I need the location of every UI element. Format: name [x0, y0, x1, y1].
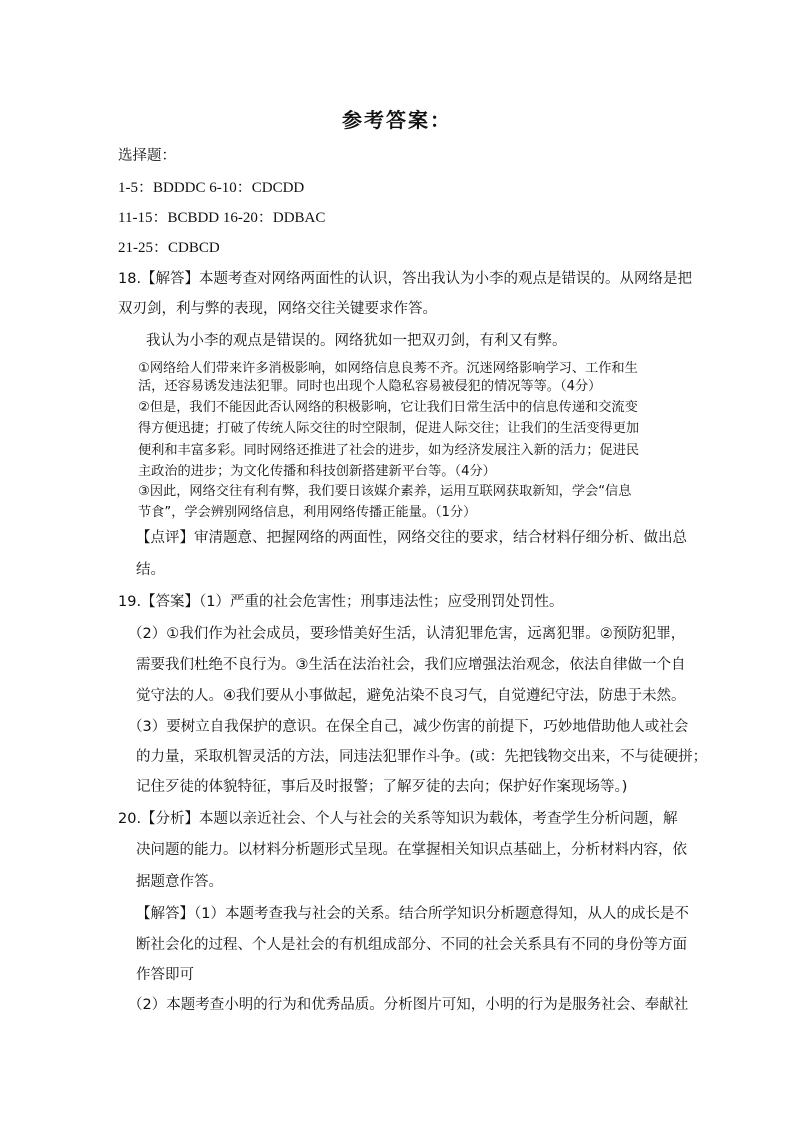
answer-line-1: 1-5：BDDDC 6-10：CDCDD: [118, 180, 305, 196]
q18-point-3-line-2: 节食”，学会辨别网络信息，利用网络传播正能量。（1分）: [138, 505, 477, 520]
q18-point-1-line-2: 活，还容易诱发违法犯罪。同时也出现个人隐私容易被侵犯的情况等等。（4分）: [138, 379, 602, 394]
q18-intro-line-2: 双刃剑，利与弊的表现，网络交往关键要求作答。: [118, 301, 437, 317]
q18-point-3-line-1: ③因此，网络交往有利有弊，我们要日该媒介素养，运用互联网获取新知，学会“信息: [138, 484, 632, 499]
q19-line-7: 记住歹徒的体貌特征，事后及时报警；了解歹徒的去向；保护好作案现场等。): [136, 779, 628, 795]
q20-line-1: 20.【分析】本题以亲近社会、个人与社会的关系等知识为载体，考查学生分析问题，解: [118, 811, 678, 827]
q18-point-2-line-3: 便利和丰富多彩。同时网络还推进了社会的进步，如为经济发展注入新的活力；促进民: [138, 443, 640, 458]
q19-line-3: 需要我们杜绝不良行为。③生活在法治社会，我们应增强法治观念，依法自律做一个自: [136, 657, 686, 673]
page-title: 参考答案：: [342, 108, 452, 132]
q20-line-3: 据题意作答。: [136, 874, 223, 890]
q18-point-1-line-1: ①网络给人们带来许多消极影响，如网络信息良莠不齐。沉迷网络影响学习、工作和生: [138, 361, 638, 376]
q19-line-2: （2）①我们作为社会成员，要珍惜美好生活，认清犯罪危害，远离犯罪。②预防犯罪，: [128, 626, 686, 642]
q20-line-4: 【解答】（1）本题考查我与社会的关系。结合所学知识分析题意得知，从人的成长是不: [136, 906, 689, 922]
q20-line-5: 断社会化的过程、个人是社会的有机组成部分、不同的社会关系具有不同的身份等方面: [136, 937, 687, 953]
section-label: 选择题：: [118, 148, 176, 164]
q18-point-2-line-4: 主政治的进步；为文化传播和科技创新搭建新平台等。（4分）: [138, 464, 496, 479]
q19-line-6: 的力量，采取机智灵活的方法，同违法犯罪作斗争。(或：先把钱物交出来，不与徒硬拼；: [136, 749, 708, 765]
q20-line-2: 决问题的能力。以材料分析题形式呈现。在掌握相关知识点基础上，分析材料内容，依: [136, 842, 687, 858]
q18-comment-line-1: 【点评】审清题意、把握网络的两面性，网络交往的要求，结合材料仔细分析、做出总: [136, 530, 687, 546]
answer-line-2: 11-15：BCBDD 16-20：DDBAC: [118, 210, 326, 226]
q18-intro-line-1: 18.【解答】本题考查对网络两面性的认识，答出我认为小李的观点是错误的。从网络是把: [118, 271, 693, 287]
q19-line-1: 19.【答案】（1）严重的社会危害性；刑事违法性；应受刑罚处罚性。: [118, 594, 564, 610]
q18-thesis: 我认为小李的观点是错误的。网络犹如一把双刃剑，有利又有弊。: [146, 333, 567, 349]
q20-line-6: 作答即可: [136, 967, 194, 983]
q19-line-5: （3）要树立自我保护的意识。在保全自己，减少伤害的前提下，巧妙地借助他人或社会: [128, 719, 689, 735]
q19-line-4: 觉守法的人。④我们要从小事做起，避免沾染不良习气，自觉遵纪守法，防患于未然。: [136, 688, 686, 704]
q18-point-2-line-2: 得方便迅捷；打破了传统人际交往的时空限制，促进人际交往；让我们的生活变得更加: [138, 421, 640, 436]
q18-comment-line-2: 结。: [136, 562, 165, 578]
q20-line-7: （2）本题考查小明的行为和优秀品质。分析图片可知，小明的行为是服务社会、奉献社: [128, 997, 689, 1013]
q18-point-2-line-1: ②但是，我们不能因此否认网络的积极影响，它让我们日常生活中的信息传递和交流变: [138, 400, 638, 415]
answer-line-3: 21-25：CDBCD: [118, 240, 220, 256]
